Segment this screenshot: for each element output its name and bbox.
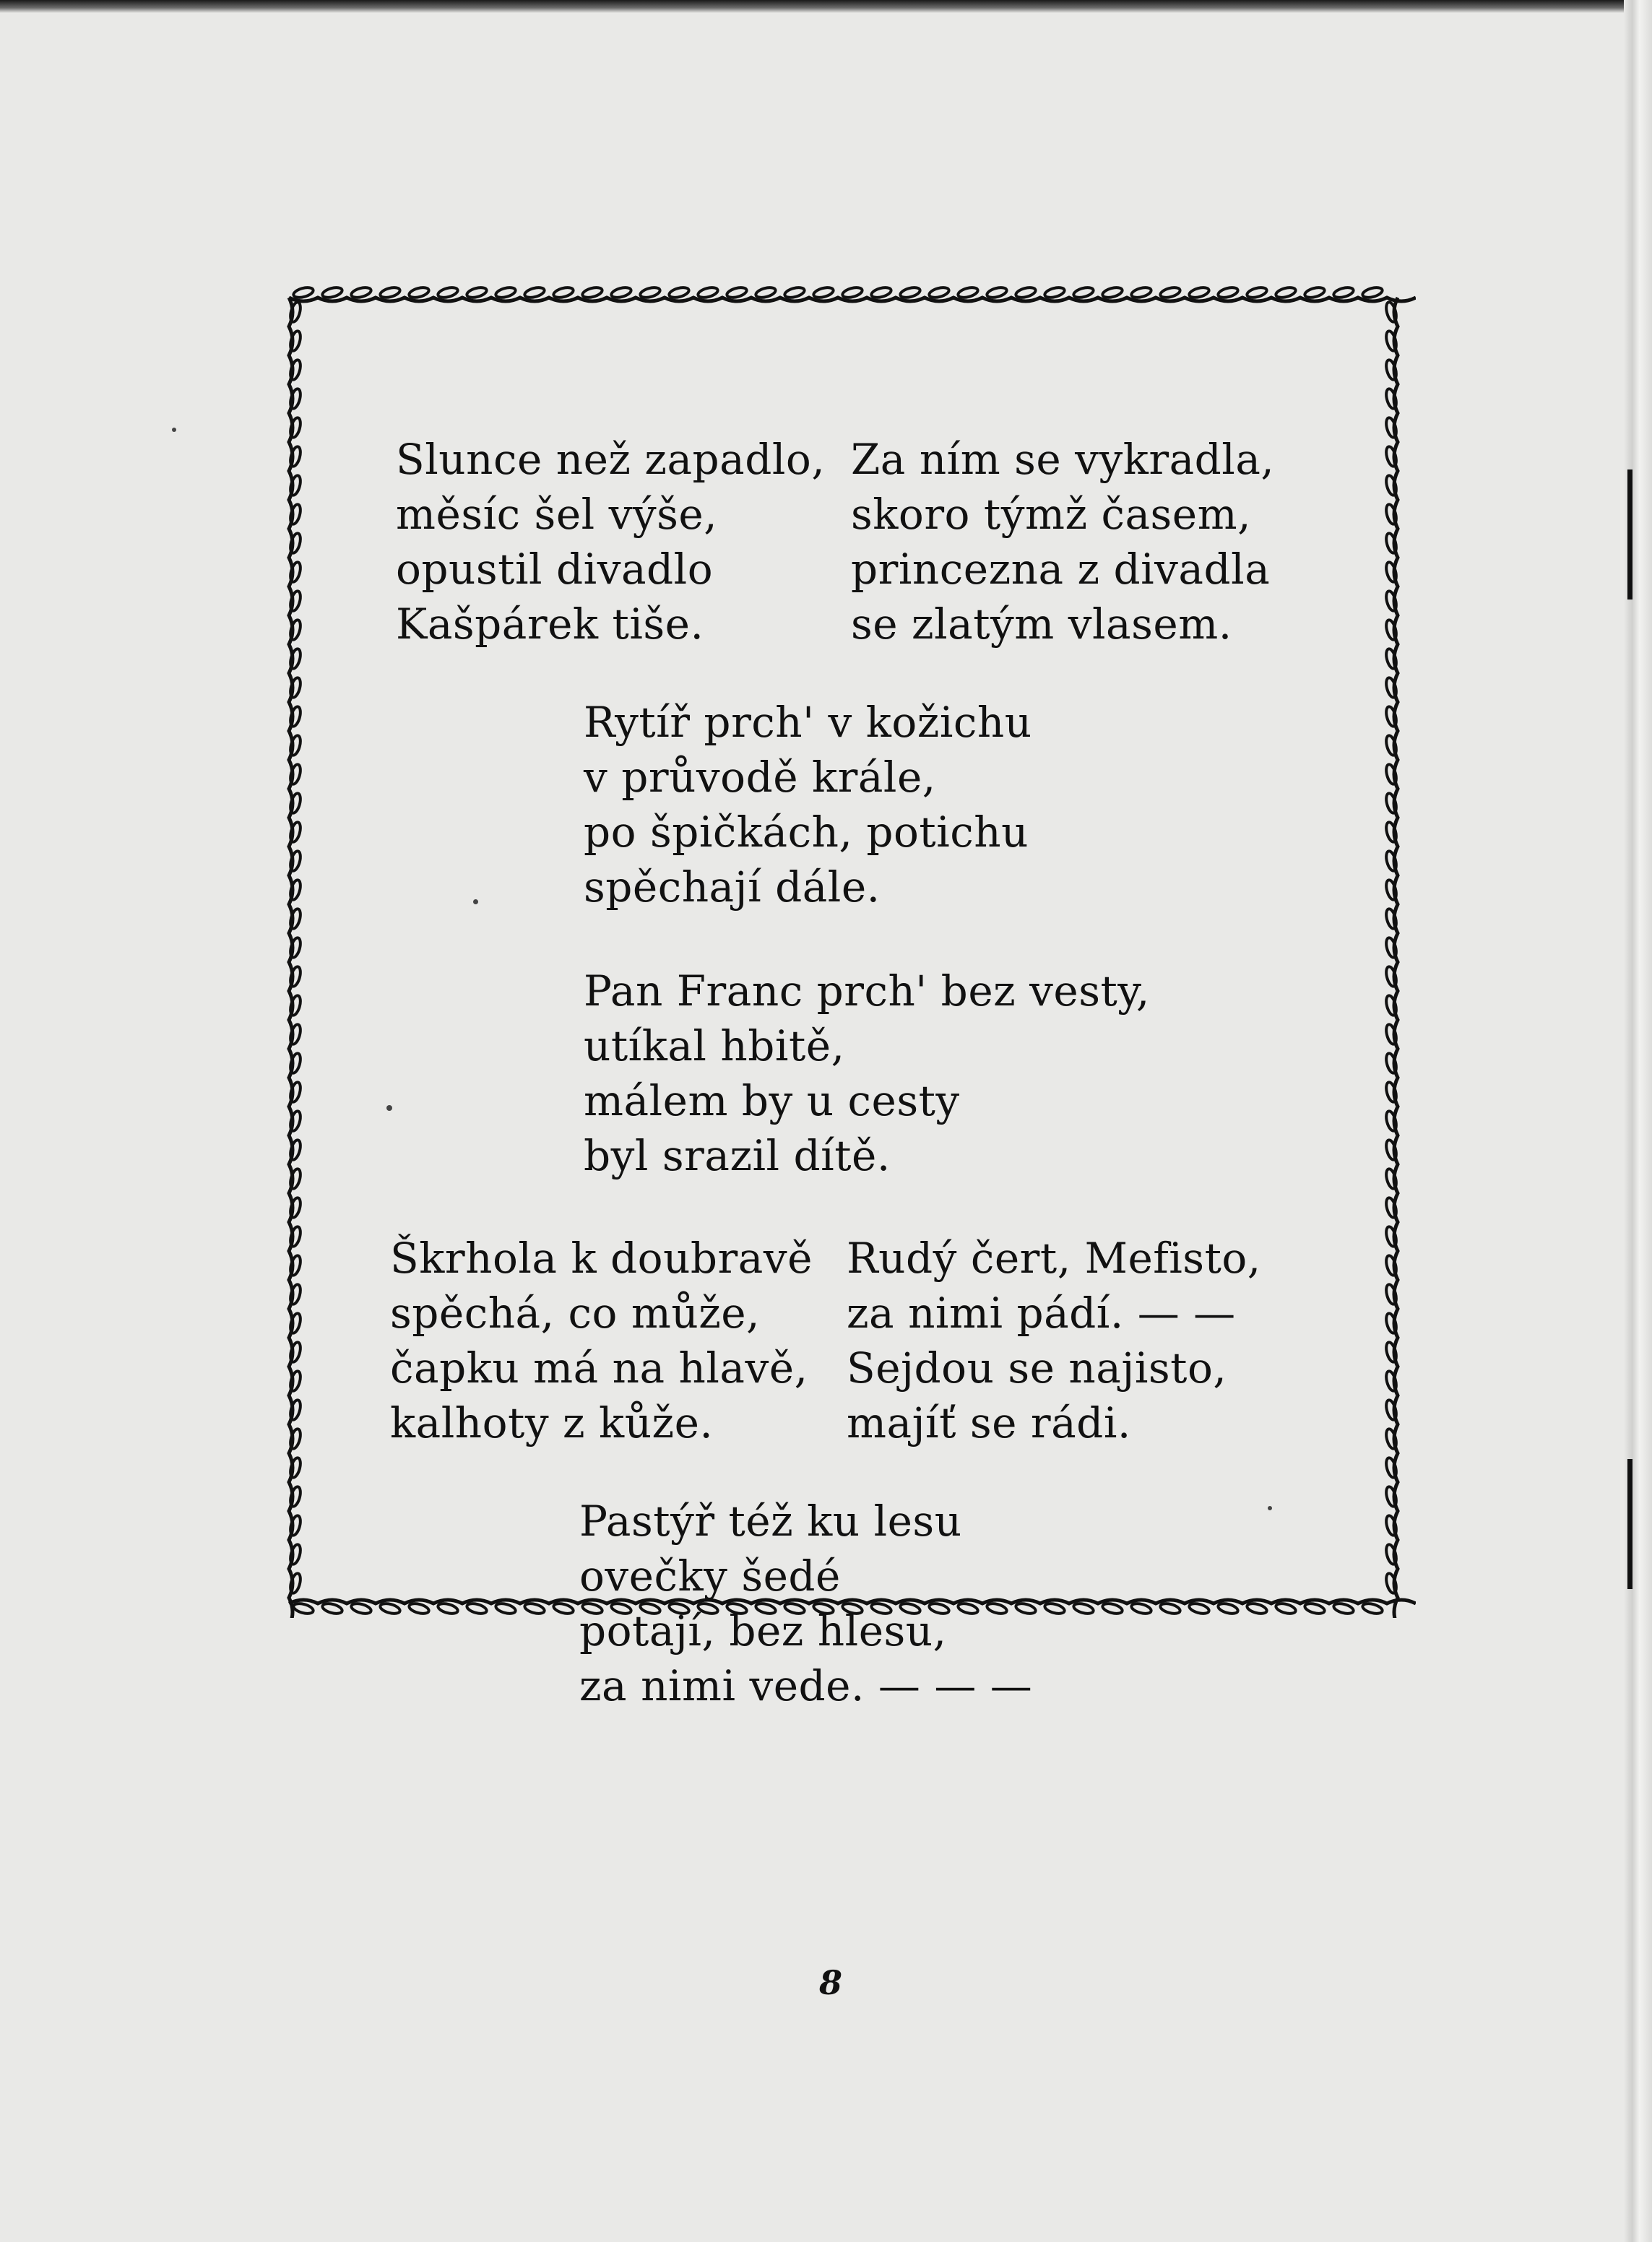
vine-leaf bbox=[1102, 286, 1123, 300]
vine-leaf bbox=[1217, 1602, 1239, 1616]
vine-leaf bbox=[293, 286, 314, 300]
verse-line: za nimi vede. — — — bbox=[579, 1661, 1033, 1710]
vine-leaf bbox=[1246, 286, 1268, 300]
paper-speck bbox=[1268, 1506, 1272, 1510]
verse-line: Pastýř též ku lesu bbox=[579, 1497, 962, 1546]
vine-leaf bbox=[437, 1602, 459, 1616]
vine-leaf bbox=[1073, 1602, 1094, 1616]
vine-leaf bbox=[957, 286, 979, 300]
vine-leaf bbox=[1362, 286, 1383, 300]
vine-leaf bbox=[524, 286, 545, 300]
verse-line: se zlatým vlasem. bbox=[851, 600, 1232, 649]
vine-leaf bbox=[553, 286, 574, 300]
vine-leaf bbox=[408, 286, 430, 300]
verse-line: opustil divadlo bbox=[396, 545, 714, 594]
verse-line: měsíc šel výše, bbox=[396, 490, 718, 539]
verse-line: Sejdou se najisto, bbox=[847, 1343, 1227, 1393]
vine-leaf bbox=[928, 286, 950, 300]
verse-line: v průvodě krále, bbox=[584, 753, 936, 802]
verse-line: princezna z divadla bbox=[851, 545, 1271, 594]
vine-leaf bbox=[726, 286, 748, 300]
vine-leaf bbox=[321, 286, 343, 300]
vine-leaf bbox=[350, 1602, 372, 1616]
vine-leaf bbox=[1333, 1602, 1354, 1616]
book-binding-edge bbox=[1624, 0, 1652, 2242]
vine-leaf bbox=[495, 1602, 516, 1616]
verse-line: skoro týmž časem, bbox=[851, 490, 1252, 539]
vine-leaf bbox=[1044, 1602, 1065, 1616]
verse-line: spěchá, co může, bbox=[390, 1289, 761, 1338]
vine-leaf bbox=[610, 286, 632, 300]
vine-leaf bbox=[379, 1602, 401, 1616]
verse-line: Rytíř prch' v kožichu bbox=[584, 698, 1032, 747]
vine-leaf bbox=[408, 1602, 430, 1616]
vine-leaf bbox=[899, 286, 921, 300]
vine-leaf bbox=[1159, 286, 1181, 300]
vine-leaf bbox=[784, 286, 805, 300]
vine-leaf bbox=[466, 1602, 488, 1616]
vine-leaf bbox=[1102, 1602, 1123, 1616]
verse-line: Škrhola k doubravě bbox=[390, 1234, 813, 1283]
vine-leaf bbox=[1246, 1602, 1268, 1616]
vine-leaf bbox=[524, 1602, 545, 1616]
paper-speck bbox=[172, 428, 176, 432]
verse-line: spěchají dále. bbox=[584, 862, 881, 912]
stanza-3 bbox=[584, 695, 1032, 914]
vine-leaf bbox=[581, 286, 603, 300]
vine-leaf bbox=[870, 286, 892, 300]
paper-speck bbox=[473, 899, 478, 904]
page-top-shadow bbox=[0, 0, 1652, 13]
verse-line: po špičkách, potichu bbox=[584, 808, 1029, 857]
binding-mark bbox=[1627, 469, 1632, 600]
verse-line: málem by u cesty bbox=[584, 1076, 960, 1125]
vine-leaf bbox=[1275, 1602, 1297, 1616]
stanza-7 bbox=[579, 1494, 1032, 1713]
vine-leaf bbox=[1275, 286, 1297, 300]
vine-leaf bbox=[1130, 286, 1152, 300]
stanza-4 bbox=[584, 964, 1150, 1183]
vine-leaf bbox=[1130, 1602, 1152, 1616]
page-number: 8 bbox=[819, 1963, 843, 2002]
verse-line: Kašpárek tiše. bbox=[396, 600, 704, 649]
binding-mark bbox=[1627, 1459, 1632, 1589]
verse-line: Rudý čert, Mefisto, bbox=[847, 1234, 1261, 1283]
vine-leaf bbox=[466, 286, 488, 300]
vine-leaf bbox=[1217, 286, 1239, 300]
vine-leaf bbox=[755, 286, 777, 300]
verse-line: ovečky šedé bbox=[579, 1551, 841, 1601]
vine-leaf bbox=[1015, 286, 1037, 300]
stanza-2 bbox=[851, 432, 1274, 652]
vine-leaf bbox=[495, 286, 516, 300]
vine-leaf bbox=[1362, 1602, 1383, 1616]
stanza-5 bbox=[390, 1231, 813, 1450]
verse-line: byl srazil dítě. bbox=[584, 1131, 891, 1180]
verse-line: čapku má na hlavě, bbox=[390, 1343, 808, 1393]
paper-speck bbox=[386, 1105, 392, 1111]
vine-leaf bbox=[1188, 1602, 1210, 1616]
verse-line: za nimi pádí. — — bbox=[847, 1289, 1236, 1338]
vine-leaf bbox=[639, 286, 661, 300]
verse-line: majíť se rádi. bbox=[847, 1398, 1131, 1447]
verse-line: utíkal hbitě, bbox=[584, 1021, 845, 1070]
vine-leaf bbox=[1044, 286, 1065, 300]
vine-leaf bbox=[1159, 1602, 1181, 1616]
verse-line: Pan Franc prch' bez vesty, bbox=[584, 966, 1150, 1016]
verse-line: kalhoty z kůže. bbox=[390, 1398, 714, 1447]
vine-leaf bbox=[293, 1602, 314, 1616]
vine-leaf bbox=[697, 286, 719, 300]
vine-leaf bbox=[668, 286, 690, 300]
verse-line: Za ním se vykradla, bbox=[851, 435, 1275, 484]
vine-leaf bbox=[553, 1602, 574, 1616]
vine-leaf bbox=[1304, 1602, 1326, 1616]
stanza-6 bbox=[847, 1231, 1261, 1450]
stanza-1 bbox=[396, 432, 825, 652]
vine-leaf bbox=[1333, 286, 1354, 300]
verse-line: Slunce než zapadlo, bbox=[396, 435, 826, 484]
vine-leaf bbox=[842, 286, 863, 300]
vine-leaf bbox=[1073, 286, 1094, 300]
vine-leaf bbox=[379, 286, 401, 300]
verse-line: potají, bez hlesu, bbox=[579, 1606, 947, 1655]
vine-leaf bbox=[321, 1602, 343, 1616]
vine-leaf bbox=[1188, 286, 1210, 300]
vine-leaf bbox=[437, 286, 459, 300]
vine-leaf bbox=[350, 286, 372, 300]
vine-leaf bbox=[1304, 286, 1326, 300]
vine-leaf bbox=[986, 286, 1008, 300]
vine-leaf bbox=[813, 286, 834, 300]
